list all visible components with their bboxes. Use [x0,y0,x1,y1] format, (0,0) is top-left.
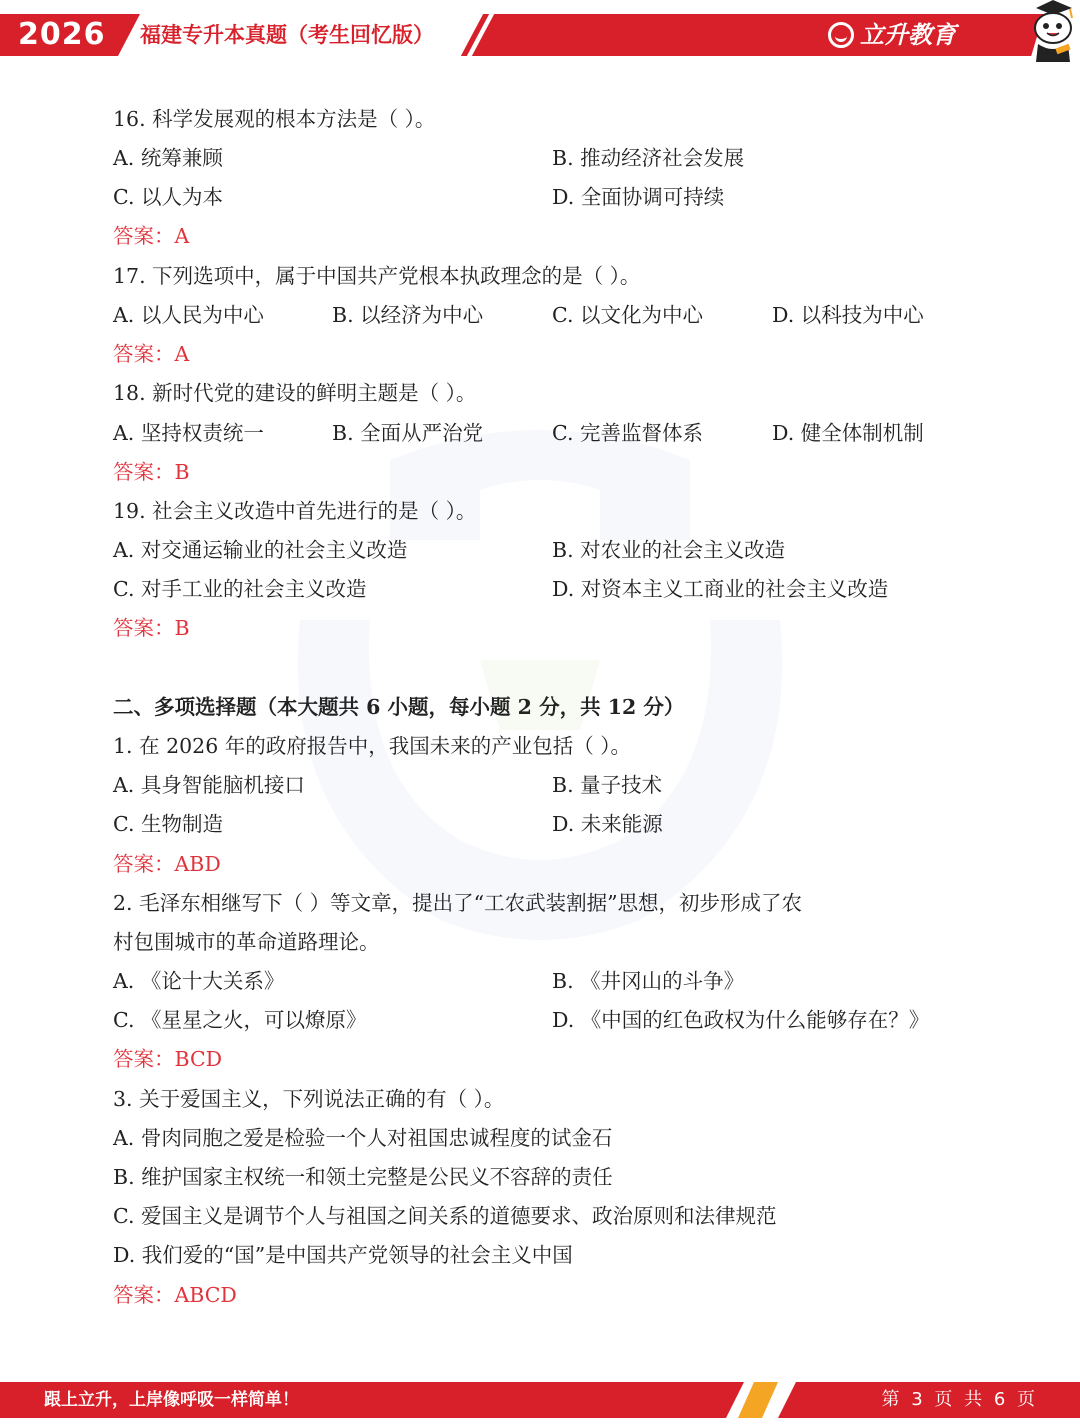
answer-text: 答案：B [113,616,190,640]
option-b: B. 维护国家主权统一和领土完整是公民义不容辞的责任 [113,1165,613,1189]
option-d: D. 以科技为中心 [772,303,924,327]
answer-text: 答案：ABD [113,852,221,876]
header-year: 2026 [18,17,106,52]
option-a: A. 骨肉同胞之爱是检验一个人对祖国忠诚程度的试金石 [113,1126,613,1150]
question-stem: 1. 在 2026 年的政府报告中，我国未来的产业包括（ ）。 [113,734,632,758]
option-b: B. 对农业的社会主义改造 [552,538,786,562]
header-brand [828,14,956,56]
option-b: B. 推动经济社会发展 [552,146,745,170]
option-c: C. 以人为本 [113,185,223,209]
option-b: B. 全面从严治党 [332,421,484,445]
option-a: A. 坚持权责统一 [113,421,264,445]
answer-text: 答案：B [113,460,190,484]
option-c: C. 对手工业的社会主义改造 [113,577,367,601]
question-stem: 19. 社会主义改造中首先进行的是（ ）。 [113,499,477,523]
question-stem-continued: 村包围城市的革命道路理论。 [113,930,380,954]
question-stem: 17. 下列选项中，属于中国共产党根本执政理念的是（ ）。 [113,264,641,288]
option-c: C. 以文化为中心 [552,303,703,327]
option-a: A. 以人民为中心 [113,303,264,327]
footer-slogan: 跟上立升，上岸像呼吸一样简单！ [44,1390,299,1410]
option-b: B. 以经济为中心 [332,303,484,327]
answer-text: 答案：BCD [113,1047,223,1071]
option-b: B. 《井冈山的斗争》 [552,969,745,993]
option-d: D. 对资本主义工商业的社会主义改造 [552,577,889,601]
graduate-mascot-icon [1026,0,1080,62]
header-title: 福建专升本真题（考生回忆版） [140,23,434,47]
answer-text: 答案：A [113,224,190,248]
question-stem: 18. 新时代党的建设的鲜明主题是（ ）。 [113,381,477,405]
option-a: A. 具身智能脑机接口 [113,773,305,797]
page-number: 第 3 页 共 6 页 [881,1389,1038,1410]
page-footer [0,1382,1080,1418]
option-c: C. 爱国主义是调节个人与祖国之间关系的道德要求、政治原则和法律规范 [113,1204,777,1228]
question-stem: 16. 科学发展观的根本方法是（ ）。 [113,107,436,131]
option-c: C. 完善监督体系 [552,421,703,445]
option-d: D. 未来能源 [552,812,663,836]
section-title: 二、多项选择题（本大题共 6 小题，每小题 2 分，共 12 分） [113,695,685,719]
option-a: A. 《论十大关系》 [113,969,285,993]
option-a: A. 对交通运输业的社会主义改造 [113,538,408,562]
option-d: D. 我们爱的“国”是中国共产党领导的社会主义中国 [113,1243,573,1267]
question-stem: 2. 毛泽东相继写下（ ）等文章，提出了“工农武装割据”思想，初步形成了农 [113,891,803,915]
question-stem: 3. 关于爱国主义，下列说法正确的有（ ）。 [113,1087,505,1111]
page-header [0,0,1080,60]
brand-name: 立升教育 [860,21,956,49]
option-d: D. 《中国的红色政权为什么能够存在？》 [552,1008,930,1032]
option-c: C. 生物制造 [113,812,223,836]
answer-text: 答案：ABCD [113,1283,237,1307]
answer-text: 答案：A [113,342,190,366]
option-d: D. 全面协调可持续 [552,185,725,209]
option-c: C. 《星星之火，可以燎原》 [113,1008,367,1032]
option-d: D. 健全体制机制 [772,421,924,445]
lisheng-logo-icon [828,22,854,48]
option-b: B. 量子技术 [552,773,663,797]
option-a: A. 统筹兼顾 [113,146,223,170]
watermark-logo [240,400,840,960]
